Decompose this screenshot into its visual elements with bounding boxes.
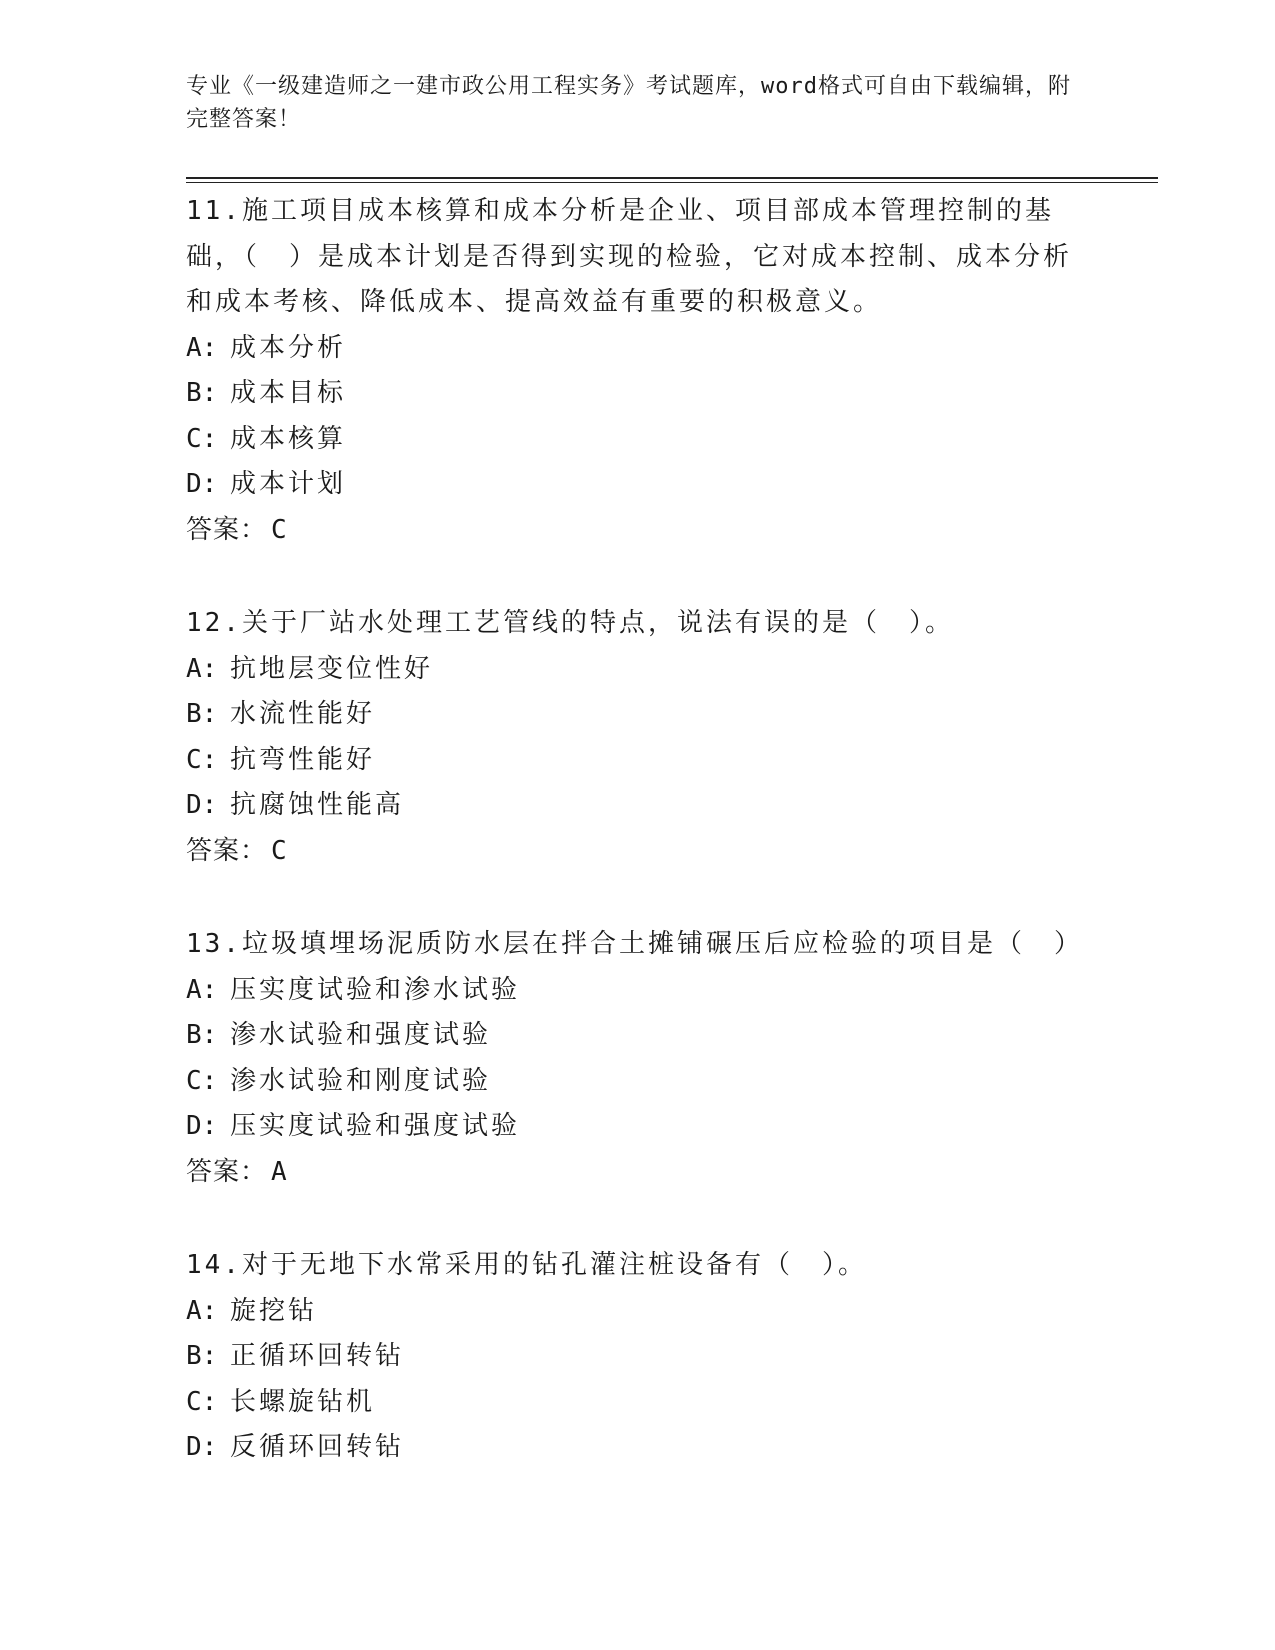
option-letter: D: xyxy=(186,1111,218,1141)
option-text: 成本计划 xyxy=(230,469,347,499)
option-d xyxy=(186,462,1086,508)
question-stem: 12.关于厂站水处理工艺管线的特点，说法有误的是（ ）。 xyxy=(186,608,954,638)
option-a xyxy=(186,647,1086,693)
header-divider-thin xyxy=(186,182,1158,183)
question-list xyxy=(186,189,1086,1471)
spacer xyxy=(186,874,1086,922)
option-letter: A: xyxy=(186,332,218,363)
option-letter: D: xyxy=(186,1432,218,1462)
answer-value: A xyxy=(271,1156,288,1187)
option-text: 正循环回转钻 xyxy=(230,1341,405,1371)
question-stem: 14.对于无地下水常采用的钻孔灌注桩设备有（ ）。 xyxy=(186,1250,867,1280)
answer-line xyxy=(186,508,1086,554)
option-text: 抗腐蚀性能高 xyxy=(230,790,405,820)
question-11 xyxy=(186,189,1086,553)
option-b xyxy=(186,371,1086,417)
spacer xyxy=(186,553,1086,601)
option-text: 长螺旋钻机 xyxy=(230,1386,376,1417)
spacer xyxy=(186,1195,1086,1243)
option-letter: C: xyxy=(186,744,218,775)
option-d xyxy=(186,1425,1086,1471)
option-a xyxy=(186,1289,1086,1335)
option-a xyxy=(186,968,1086,1014)
option-a xyxy=(186,326,1086,372)
option-letter: C: xyxy=(186,1065,218,1096)
question-14 xyxy=(186,1243,1086,1471)
option-text: 成本核算 xyxy=(230,423,347,454)
answer-value: C xyxy=(271,835,288,866)
question-stem: 11.施工项目成本核算和成本分析是企业、项目部成本管理控制的基础，（ ）是成本计划是否得到实现的检验，它对成本控制、成本分析和成本考核、降低成本、提高效益有重要的积极意义。 xyxy=(186,196,1073,317)
option-text: 抗弯性能好 xyxy=(230,744,376,775)
option-letter: C: xyxy=(186,1386,218,1417)
option-c xyxy=(186,1380,1086,1426)
question-13 xyxy=(186,922,1086,1195)
option-letter: B: xyxy=(186,699,218,729)
option-letter: A: xyxy=(186,653,218,684)
option-letter: B: xyxy=(186,378,218,408)
answer-label: 答案： xyxy=(186,1156,268,1187)
question-stem: 13.垃圾填埋场泥质防水层在拌合土摊铺碾压后应检验的项目是（ ） xyxy=(186,929,1083,959)
option-d xyxy=(186,783,1086,829)
answer-value: C xyxy=(271,514,288,545)
option-letter: A: xyxy=(186,974,218,1005)
option-text: 渗水试验和刚度试验 xyxy=(230,1065,492,1096)
option-letter: A: xyxy=(186,1295,218,1326)
question-12 xyxy=(186,601,1086,874)
option-b xyxy=(186,1013,1086,1059)
option-text: 压实度试验和渗水试验 xyxy=(230,974,521,1005)
option-letter: B: xyxy=(186,1341,218,1371)
option-text: 成本目标 xyxy=(230,378,347,408)
option-letter: D: xyxy=(186,469,218,499)
answer-line xyxy=(186,1150,1086,1196)
option-b xyxy=(186,1334,1086,1380)
option-b xyxy=(186,692,1086,738)
document-header: 专业《一级建造师之一建市政公用工程实务》考试题库，word格式可自由下载编辑，附完整答案！ xyxy=(186,74,1071,132)
option-text: 反循环回转钻 xyxy=(230,1432,405,1462)
option-text: 成本分析 xyxy=(230,332,347,363)
option-letter: C: xyxy=(186,423,218,454)
answer-line xyxy=(186,829,1086,875)
option-text: 水流性能好 xyxy=(230,699,376,729)
option-c xyxy=(186,417,1086,463)
option-text: 渗水试验和强度试验 xyxy=(230,1020,492,1050)
option-text: 压实度试验和强度试验 xyxy=(230,1111,521,1141)
option-text: 抗地层变位性好 xyxy=(230,653,434,684)
option-text: 旋挖钻 xyxy=(230,1295,318,1326)
header-divider-thick xyxy=(186,177,1158,179)
option-c xyxy=(186,1059,1086,1105)
option-letter: D: xyxy=(186,790,218,820)
option-c xyxy=(186,738,1086,784)
option-d xyxy=(186,1104,1086,1150)
answer-label: 答案： xyxy=(186,835,268,866)
option-letter: B: xyxy=(186,1020,218,1050)
answer-label: 答案： xyxy=(186,514,268,545)
